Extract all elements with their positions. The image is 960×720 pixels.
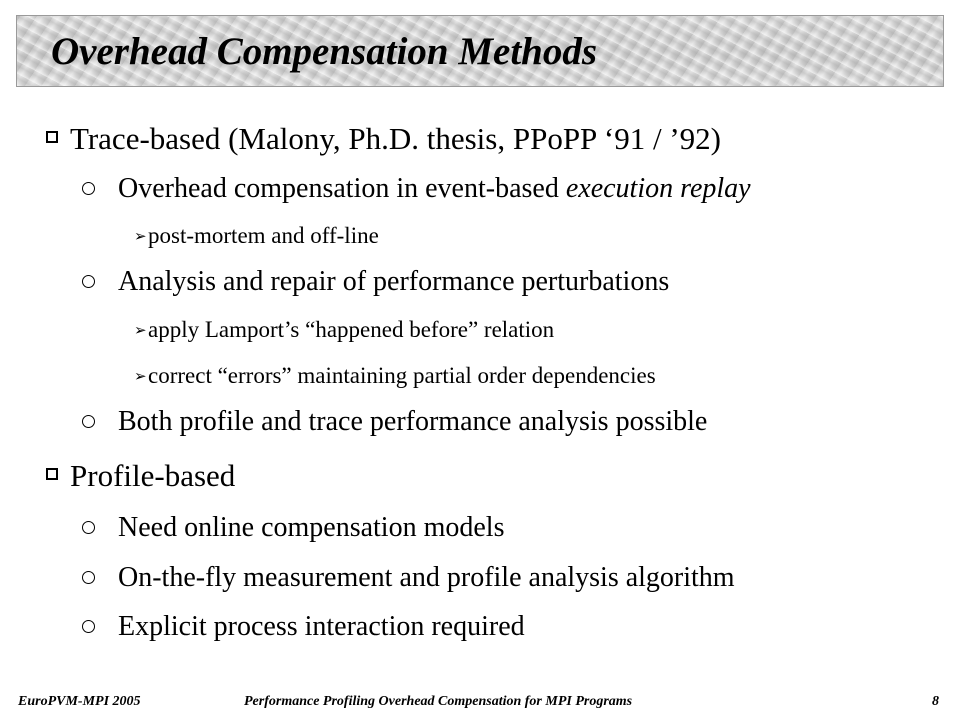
footer-page-number: 8 — [932, 694, 939, 709]
bullet-text: Analysis and repair of performance perturbations — [118, 266, 670, 297]
bullet-text: Need online compensation models — [118, 512, 505, 543]
bullet-text-plain: Overhead compensation in event-based — [118, 173, 566, 204]
footer-conference: EuroPVM-MPI 2005 — [18, 694, 141, 709]
bullet-text: correct “errors” maintaining partial order dependencies — [148, 363, 656, 388]
bullet-text — [118, 175, 751, 203]
arrowhead-bullet-icon: ➢ — [134, 367, 147, 385]
slide-title: Overhead Compensation Methods — [51, 30, 598, 73]
bullet-text: apply Lamport’s “happened before” relation — [148, 317, 555, 342]
footer-presentation-title: Performance Profiling Overhead Compensation for MPI Programs — [244, 694, 633, 709]
title-bar — [16, 15, 944, 87]
arrowhead-bullet-icon: ➢ — [134, 321, 147, 339]
square-bullet-icon — [46, 131, 58, 143]
bullet-text-italic: execution replay — [565, 173, 751, 204]
circle-bullet-icon — [82, 620, 95, 633]
circle-bullet-icon — [82, 275, 95, 288]
square-bullet-icon — [46, 468, 58, 480]
circle-bullet-icon — [82, 415, 95, 428]
bullet-text: post-mortem and off-line — [148, 223, 379, 248]
bullet-text: Trace-based (Malony, Ph.D. thesis, PPoPP ‘91 / ’92) — [70, 121, 721, 156]
bullet-text: Both profile and trace performance analysis possible — [118, 406, 708, 437]
circle-bullet-icon — [82, 571, 95, 584]
bullet-text: Explicit process interaction required — [118, 611, 525, 642]
circle-bullet-icon — [82, 182, 95, 195]
bullet-text: On-the-fly measurement and profile analysis algorithm — [118, 562, 735, 593]
bullet-text: Profile-based — [70, 458, 236, 493]
arrowhead-bullet-icon: ➢ — [134, 227, 147, 245]
circle-bullet-icon — [82, 521, 95, 534]
